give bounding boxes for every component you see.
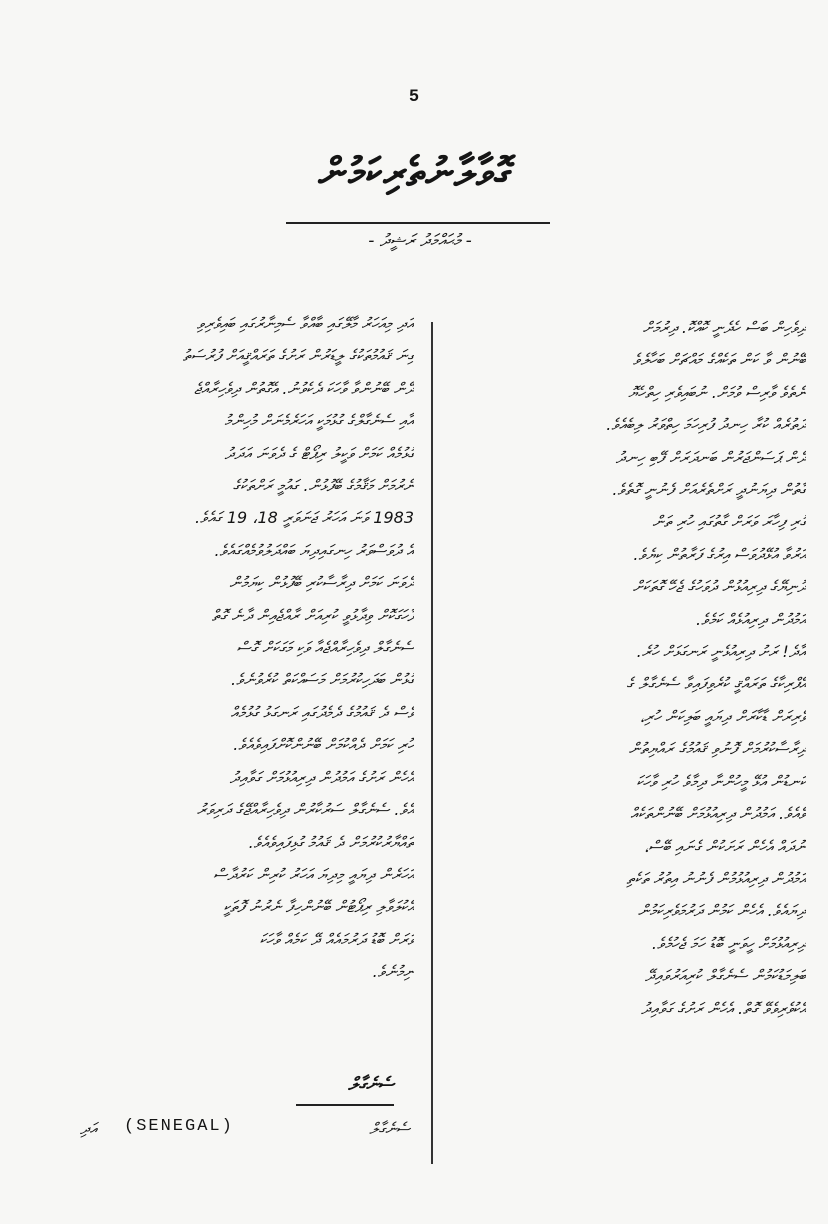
text-line: އެ ދުވަސްވަރު ހިނގައިދިޔަ ބައްދަލުވުމެއްގައެވެ. xyxy=(214,540,414,560)
text-line: ދިވެހިން ބަސް ހެދެނީ ކޮއްކޮ. ދިރުމަށް xyxy=(642,318,806,337)
text-line: އާދެ! ރަށު ދިރިއުޅެނީ ރަނގަޅަށް ހުރެ. xyxy=(636,642,806,662)
text-line: އެފްރިކާގެ ތަރައްޤީ ކުރެވިފައިވާ ސެނެގާލް ގެ xyxy=(626,674,806,694)
text-line: ބޭނުން ވާ ކަން ތަކެއްގެ މައްޗަށް ބަހާލެވެ xyxy=(632,350,806,370)
text-line: އަހަރެން ދިޔައީ މިދިޔަ އަހަރު ކުރިން ކަރުދާސް xyxy=(213,864,414,884)
text-line: ނިމުނެވެ. xyxy=(372,962,414,982)
author-byline: - މުޙައްމަދު ރަޝީދު - xyxy=(368,231,472,251)
column-divider xyxy=(431,322,433,1164)
right-text-column xyxy=(458,312,806,1025)
text-line: ކަނޑުން އުޅޭ މީހުންނާ ދިމާވެ ހުރި ވާހަކަ xyxy=(636,771,806,791)
signature: ސެނެގާލް xyxy=(348,1074,394,1095)
text-line: ނުދައް އެހެން ރަށަކުން ގެނައި ބޭސް، xyxy=(644,836,806,856)
text-line: ވެސް ދެ ޤައުމުގެ ދެމެދުގައި ރަނގަޅު ގުޅުމެއް xyxy=(230,702,414,722)
caption-latin-name: (SENEGAL) xyxy=(124,1117,234,1136)
text-line: ވެރިރަށް ޑާކާރަށް ދިޔައީ ބަލިކަން ހުރި، xyxy=(639,706,806,726)
text-line: ދިޔައެވެ. އެހެން ކަމުން ދަރުމަވެރިކަމުން xyxy=(637,901,806,921)
title-underline xyxy=(286,222,550,224)
left-text-column xyxy=(78,308,414,989)
text-line: ވެއެވެ. އަމުދުން ދިރިއުޅުމަށް ބޭނުންތަކެއް xyxy=(630,804,806,824)
text-line: ފާހަގަކޮށް ވިދާޅުވީ ކުރިއަށް ރާއްޖެއިން ދާނެ ގޮތް xyxy=(211,605,414,625)
text-line: 1983 ވަނަ އަހަރު ޖަނަވަރީ 18، 19 ގައެވެ. xyxy=(194,508,414,528)
text-line: އަރުވާ އުޅޭދުވަސް އިރުގެ ފަރާތުން ކިޔެވެ. xyxy=(633,544,806,564)
text-line: ވަރަށް ބޮޑު ދަރުމައެއް ދޭ ކަމެއް ވާހަކަ xyxy=(259,929,414,949)
text-line: ގާތުން ދިޔަނުދީ ރަށްތެރެއަށް ފެނުނީ ގޮތެވެ. xyxy=(612,480,806,500)
text-line: އަމުދުން ދިރިއުޅެއް ކަމެވެ. xyxy=(696,609,806,629)
text-line: އާއި ސެނެގާލްގެ ގުޅުމަކީ އަހަރެމެނަށް މުހިންމު xyxy=(224,411,414,431)
text-line: އަދި މިއަހަރު މާލޭގައި ބާއްވާ ސެމިނާރުގައި ބައިވެރިވި xyxy=(196,314,414,333)
text-line: ގުރި ފިހާރަ ވަރަށް ގާތުގައި ހުރި ތަން xyxy=(652,512,806,532)
text-line: ދޭން ބޭނުންވާ ވާހަކަ ދެކެވުނު. އެގޮތުން ދިވެހިރާއްޖެ xyxy=(194,378,414,398)
caption-dhivehi-name: ސެނެގާލް xyxy=(369,1119,410,1138)
signature-underline xyxy=(296,1104,394,1106)
text-line: އެކުވެރިވެވޭ ގޮތް. އެހެން ރަށުގެ ގަވާއިދު xyxy=(641,998,806,1018)
text-line: ދުނިޔޭގެ ދިރިއުޅުން ދުވަހުގެ ޖެހޭ ގޮތަކަށް xyxy=(632,577,806,597)
text-line: ދެން ޕަސަންޖަރުން ބަނދަރަށް ފޭބި ހިނދު xyxy=(615,447,806,467)
text-line: ނެރުމަށް މަޤާމުގެ ބޭފުޅުން. ގައުމީ ރަށްތަކުގެ xyxy=(232,476,414,496)
text-line: ދެވަނަ ކަމަށް ދިރާސާކުރި ބޭފުޅުން ކިޔަމުން xyxy=(229,573,414,593)
text-line: އެކުލަވާލި ރިޕޯޓުން ބޭނުންހިފާ ނެރުނު ފޮތަކީ xyxy=(223,897,414,917)
article-title: ގޮވާލާނުތެރިކަމުން xyxy=(318,150,512,196)
text-line: ބަލިމަޑުކަމުން ސެނެގާލް ކުރިއަރުވައިދޭ xyxy=(645,966,806,986)
text-line: ސެނެގާލް ދިވެހިރާއްޖެއާ ވަކި މަގަކަށް ގޮސް xyxy=(236,638,414,658)
caption-dhivehi-word: އަދި xyxy=(80,1119,98,1138)
text-line: ނެތެވެ ވާރިސް ވުމަށް. ނުބައިވެރި ހިތްހެޔޮ xyxy=(628,382,806,402)
text-line: ގުޅުމެއް ކަމަށް ވަކީލު ރިޕޯޓް ގެ ދެވަނަ އަދަދު xyxy=(224,443,414,463)
text-line: އެހެން ރަށުގެ އަމުދުން ދިރިއުޅުމަށް ގަވާއިދު xyxy=(229,767,414,787)
text-line: ދަތުރެއް ކުރާ ހިނދު ފުރިހަމަ ހިތްވަރު ލިބެއެވެ. xyxy=(606,415,806,435)
text-line: ދިރާސާކުރުމަށް ފޮނުވި ޤައުމުގެ ރައްޔިތުން xyxy=(628,739,806,759)
page-number: 5 xyxy=(409,86,419,105)
figure-caption xyxy=(80,1117,410,1151)
text-line: އަމުދުން ދިރިއުޅުމުން ފެނުނު އިތުރު ތަކެތި xyxy=(626,868,806,888)
text-line: އެވެ. ސެނެގާލް ސަރުކާރުން ދިވެހިރާއްޖޭގެ ދަރިވަރު xyxy=(196,800,414,820)
text-line: ގުޅުން ބަދަހިކުރުމަށް މަސައްކަތް ކުރެވުނެވެ. xyxy=(230,670,414,690)
text-line: ހުރި ކަމަށް ދެއްކުމަށް ބޭނުންކޮށްފައިވެއެވެ. xyxy=(233,735,414,755)
text-line: ތައްޔާރުކުރުމަށް ދެ ޤައުމު ގުޅިފައިވެއެވެ. xyxy=(248,832,414,852)
text-line: ދިރިއުޅުމަށް ހީވަނީ ބޮޑު ހަމަ ޖެހުމެވެ. xyxy=(651,933,806,953)
text-line: ގިނަ ޤައުމުތަކުގެ ލީޑަރުން ރަށުގެ ތަރައްޤީއަށް ފުރުސަތު xyxy=(182,346,414,366)
